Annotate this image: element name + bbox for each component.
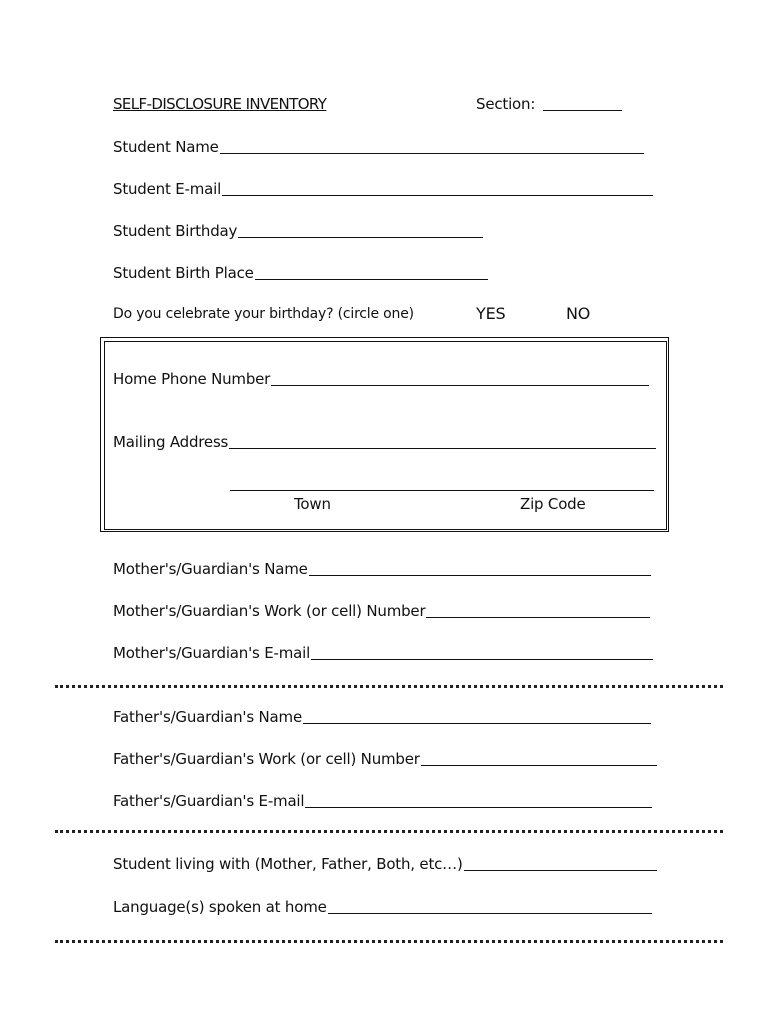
dotted-divider-2	[55, 830, 723, 833]
student-birthday-label: Student Birthday	[113, 222, 238, 240]
mother-work-line[interactable]	[426, 616, 650, 618]
language-label: Language(s) spoken at home	[113, 898, 327, 916]
living-with-line[interactable]	[464, 869, 657, 871]
father-email-line[interactable]	[305, 806, 652, 808]
language-line[interactable]	[328, 912, 652, 914]
mother-email-line[interactable]	[311, 658, 653, 660]
student-name-line[interactable]	[220, 152, 644, 154]
mailing-address-field[interactable]	[113, 431, 656, 451]
father-email-label: Father's/Guardian's E-mail	[113, 792, 305, 810]
town-label: Town	[294, 495, 331, 513]
dotted-divider-1	[55, 685, 723, 688]
mother-name-line[interactable]	[309, 574, 651, 576]
section-field	[476, 93, 622, 113]
section-label: Section:	[476, 95, 536, 113]
student-email-label: Student E-mail	[113, 180, 222, 198]
home-phone-field[interactable]	[113, 368, 649, 388]
mailing-address-label: Mailing Address	[113, 433, 229, 451]
student-birthplace-field[interactable]	[113, 262, 488, 282]
mother-email-field[interactable]	[113, 642, 653, 662]
mother-name-field[interactable]	[113, 558, 651, 578]
form-title: SELF-DISCLOSURE INVENTORY	[113, 95, 327, 113]
student-email-field[interactable]	[113, 178, 653, 198]
dotted-divider-3	[55, 940, 723, 943]
student-birthplace-label: Student Birth Place	[113, 264, 254, 282]
father-name-field[interactable]	[113, 706, 651, 726]
mother-work-field[interactable]	[113, 600, 650, 620]
language-field[interactable]	[113, 896, 652, 916]
living-with-label: Student living with (Mother, Father, Both, etc…)	[113, 855, 463, 873]
mother-name-label: Mother's/Guardian's Name	[113, 560, 308, 578]
zip-code-label: Zip Code	[520, 495, 586, 513]
home-phone-line[interactable]	[271, 384, 649, 386]
student-name-field[interactable]	[113, 136, 644, 156]
mother-work-label: Mother's/Guardian's Work (or cell) Number	[113, 602, 426, 620]
student-email-line[interactable]	[222, 194, 653, 196]
student-birthday-field[interactable]	[113, 220, 483, 240]
mailing-address-line[interactable]	[229, 447, 656, 449]
student-birthplace-line[interactable]	[255, 278, 488, 280]
living-with-field[interactable]	[113, 853, 657, 873]
section-input-line[interactable]	[543, 109, 622, 111]
father-email-field[interactable]	[113, 790, 652, 810]
father-work-label: Father's/Guardian's Work (or cell) Number	[113, 750, 420, 768]
mother-email-label: Mother's/Guardian's E-mail	[113, 644, 311, 662]
father-name-line[interactable]	[303, 722, 651, 724]
celebrate-question: Do you celebrate your birthday? (circle one)	[113, 306, 414, 322]
father-work-line[interactable]	[421, 764, 657, 766]
town-zip-line[interactable]	[230, 489, 654, 491]
student-birthday-line[interactable]	[238, 236, 483, 238]
no-option[interactable]: NO	[566, 304, 591, 323]
father-name-label: Father's/Guardian's Name	[113, 708, 302, 726]
home-phone-label: Home Phone Number	[113, 370, 271, 388]
yes-option[interactable]: YES	[476, 304, 506, 323]
student-name-label: Student Name	[113, 138, 219, 156]
father-work-field[interactable]	[113, 748, 657, 768]
